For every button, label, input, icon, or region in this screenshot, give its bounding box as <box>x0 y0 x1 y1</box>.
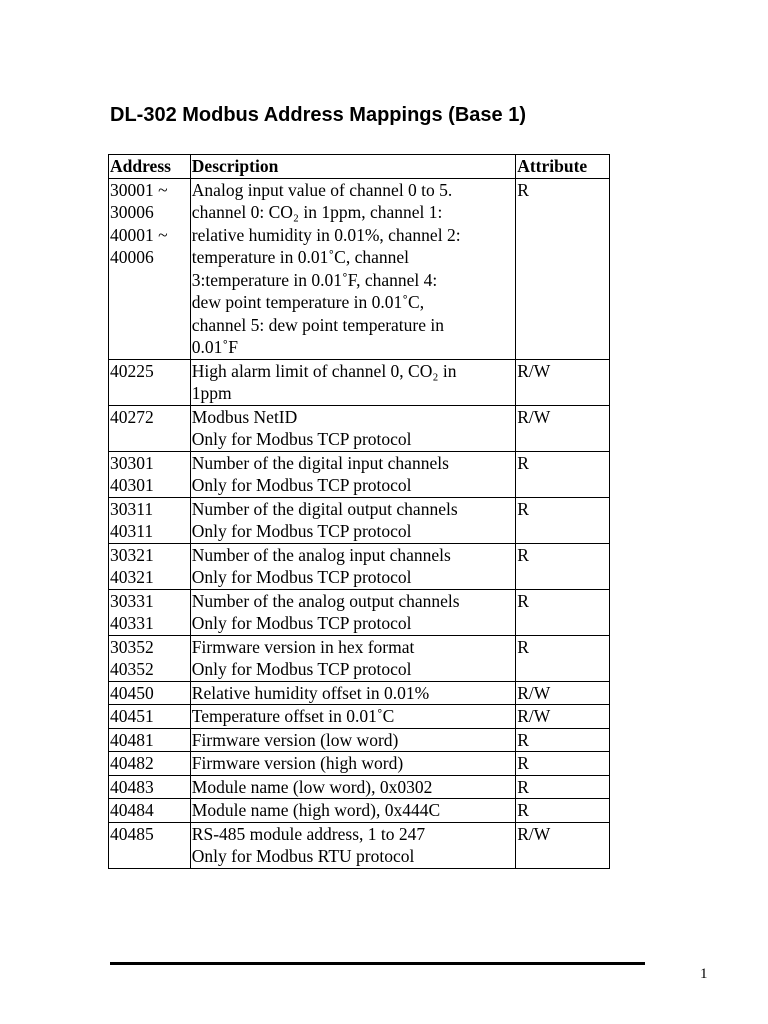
address-line: 40272 <box>110 406 154 427</box>
address-line: 40484 <box>110 800 154 820</box>
attribute-cell: R/W <box>516 681 610 705</box>
description-line: Only for Modbus TCP protocol <box>191 567 412 587</box>
description-line: Analog input value of channel 0 to 5. <box>191 179 453 200</box>
description-line: Number of the analog input channels <box>191 544 451 565</box>
table-row <box>109 589 610 635</box>
description-cell <box>190 705 515 729</box>
attribute-cell: R <box>516 497 610 543</box>
attribute-cell: R <box>516 775 610 799</box>
address-line: 40483 <box>110 776 154 797</box>
address-line: 30001 ~ <box>110 179 168 200</box>
table-row <box>109 359 610 405</box>
description-cell <box>190 681 515 705</box>
address-line: 40450 <box>110 682 154 703</box>
description-line: Relative humidity offset in 0.01% <box>191 682 430 703</box>
table-row <box>109 178 610 359</box>
description-line: High alarm limit of channel 0, CO₂ in <box>191 360 457 381</box>
address-cell <box>109 752 191 776</box>
address-line: 30301 <box>110 452 154 473</box>
address-cell <box>109 543 191 589</box>
address-cell <box>109 178 191 359</box>
footer-rule <box>110 962 645 965</box>
description-line: Only for Modbus TCP protocol <box>191 521 412 541</box>
attribute-cell: R <box>516 728 610 752</box>
address-cell <box>109 822 191 868</box>
description-line: Number of the analog output channels <box>191 590 460 611</box>
address-cell <box>109 681 191 705</box>
description-line: relative humidity in 0.01%, channel 2: <box>191 224 461 245</box>
description-cell <box>190 497 515 543</box>
page-number: 1 <box>700 966 708 982</box>
description-cell <box>190 178 515 359</box>
column-header-attribute: Attribute <box>516 155 610 179</box>
attribute-cell: R <box>516 451 610 497</box>
table-body <box>109 178 610 868</box>
table-row <box>109 451 610 497</box>
description-line: Number of the digital output channels <box>191 498 458 519</box>
description-line: Only for Modbus TCP protocol <box>191 659 412 679</box>
column-header-address: Address <box>109 155 191 179</box>
table-row <box>109 497 610 543</box>
description-line: 0.01˚F <box>191 337 238 357</box>
attribute-cell: R <box>516 178 610 359</box>
table-row <box>109 752 610 776</box>
table-row <box>109 728 610 752</box>
document-title: DL-302 Modbus Address Mappings (Base 1) <box>110 104 526 126</box>
attribute-cell: R <box>516 635 610 681</box>
description-cell <box>190 405 515 451</box>
address-cell <box>109 497 191 543</box>
description-cell <box>190 799 515 823</box>
description-line: Only for Modbus RTU protocol <box>191 846 415 866</box>
address-line: 30006 <box>110 202 154 222</box>
attribute-cell: R <box>516 589 610 635</box>
address-line: 40001 ~ <box>110 224 168 245</box>
description-line: Firmware version (high word) <box>191 753 404 773</box>
attribute-cell: R/W <box>516 705 610 729</box>
description-line: 1ppm <box>191 383 232 403</box>
attribute-cell: R/W <box>516 405 610 451</box>
attribute-cell: R <box>516 543 610 589</box>
table-row <box>109 775 610 799</box>
description-line: dew point temperature in 0.01˚C, <box>191 292 425 312</box>
address-line: 40301 <box>110 475 154 495</box>
address-line: 40321 <box>110 567 154 587</box>
address-line: 30352 <box>110 636 154 657</box>
description-line: Only for Modbus TCP protocol <box>191 429 412 449</box>
address-cell <box>109 705 191 729</box>
table-row <box>109 681 610 705</box>
table-row <box>109 705 610 729</box>
address-line: 40481 <box>110 729 154 750</box>
address-cell <box>109 451 191 497</box>
description-line: Only for Modbus TCP protocol <box>191 613 412 633</box>
attribute-cell: R/W <box>516 359 610 405</box>
description-cell <box>190 635 515 681</box>
description-line: Temperature offset in 0.01˚C <box>191 706 395 726</box>
description-cell <box>190 543 515 589</box>
description-cell <box>190 359 515 405</box>
modbus-address-table <box>108 154 610 869</box>
table-row <box>109 543 610 589</box>
description-line: channel 0: CO₂ in 1ppm, channel 1: <box>191 202 443 222</box>
address-cell <box>109 635 191 681</box>
description-line: Number of the digital input channels <box>191 452 449 473</box>
address-line: 30331 <box>110 590 154 611</box>
table-row <box>109 799 610 823</box>
table-row <box>109 635 610 681</box>
description-line: 3:temperature in 0.01˚F, channel 4: <box>191 269 438 290</box>
description-line: Module name (low word), 0x0302 <box>191 776 433 797</box>
address-line: 40451 <box>110 706 154 726</box>
address-cell <box>109 775 191 799</box>
description-line: Modbus NetID <box>191 406 298 427</box>
address-line: 30321 <box>110 544 154 565</box>
description-line: Only for Modbus TCP protocol <box>191 475 412 495</box>
attribute-cell: R/W <box>516 822 610 868</box>
address-line: 40352 <box>110 659 154 679</box>
address-cell <box>109 799 191 823</box>
description-cell <box>190 752 515 776</box>
description-line: RS-485 module address, 1 to 247 <box>191 823 426 844</box>
table-header-row <box>109 155 610 179</box>
description-cell <box>190 451 515 497</box>
address-line: 40331 <box>110 613 154 633</box>
description-cell <box>190 775 515 799</box>
description-line: channel 5: dew point temperature in <box>191 314 445 335</box>
description-line: Module name (high word), 0x444C <box>191 800 441 820</box>
address-line: 40225 <box>110 360 154 381</box>
address-line: 40482 <box>110 753 154 773</box>
description-cell <box>190 822 515 868</box>
column-header-description: Description <box>190 155 515 179</box>
description-cell <box>190 589 515 635</box>
address-cell <box>109 405 191 451</box>
attribute-cell: R <box>516 799 610 823</box>
address-line: 40311 <box>110 521 154 541</box>
table-row <box>109 822 610 868</box>
address-cell <box>109 728 191 752</box>
attribute-cell: R <box>516 752 610 776</box>
table-row <box>109 405 610 451</box>
description-line: Firmware version (low word) <box>191 729 399 750</box>
description-cell <box>190 728 515 752</box>
address-cell <box>109 359 191 405</box>
address-line: 30311 <box>110 498 154 519</box>
address-line: 40485 <box>110 823 154 844</box>
address-cell <box>109 589 191 635</box>
description-line: temperature in 0.01˚C, channel <box>191 247 410 267</box>
description-line: Firmware version in hex format <box>191 636 415 657</box>
address-line: 40006 <box>110 247 154 267</box>
